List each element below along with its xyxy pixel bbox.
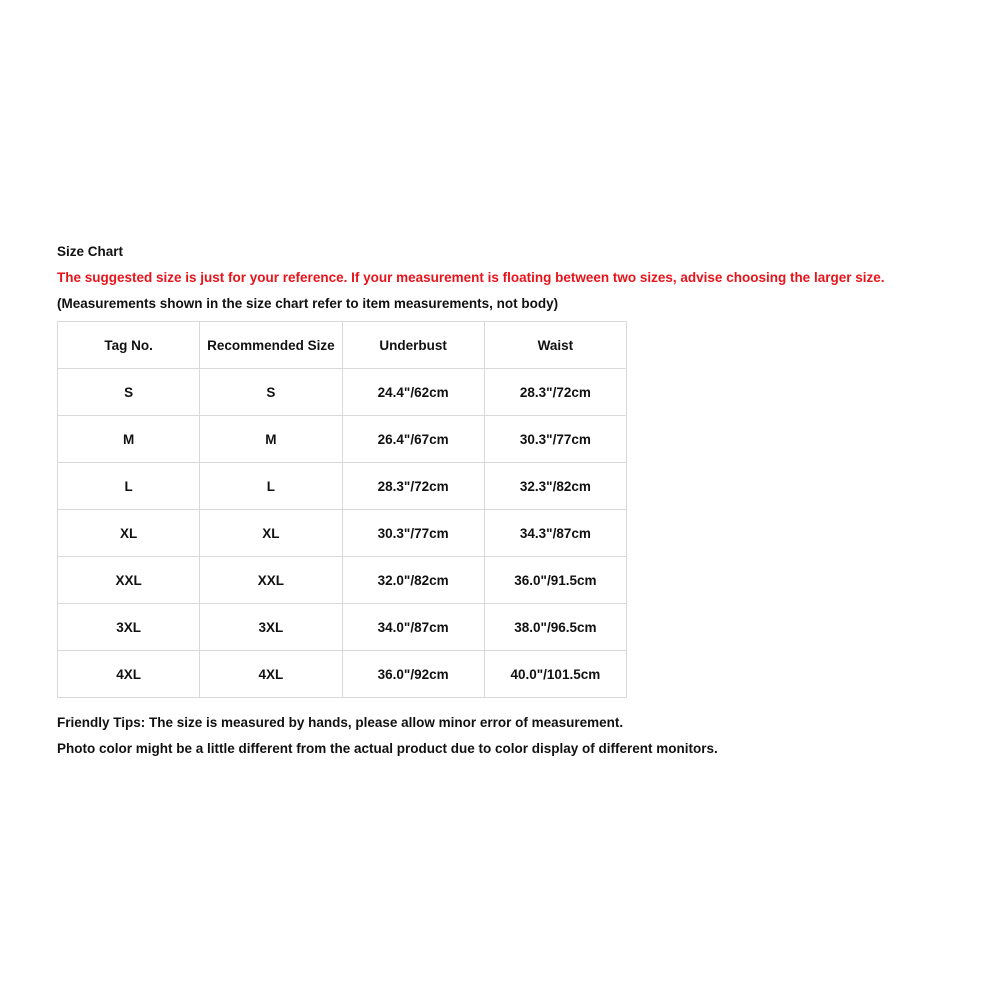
cell-underbust: 30.3"/77cm	[342, 510, 484, 557]
tip-measurement: Friendly Tips: The size is measured by hands, please allow minor error of measurement.	[57, 715, 624, 730]
table-row	[58, 651, 627, 698]
measurement-note: (Measurements shown in the size chart refer to item measurements, not body)	[57, 296, 559, 311]
cell-recommended-size: 3XL	[200, 604, 342, 651]
cell-waist: 36.0"/91.5cm	[484, 557, 626, 604]
cell-recommended-size: S	[200, 369, 342, 416]
cell-underbust: 28.3"/72cm	[342, 463, 484, 510]
table-row	[58, 557, 627, 604]
cell-tag-no: XL	[58, 510, 200, 557]
size-suggestion-notice: The suggested size is just for your reference. If your measurement is floating between two sizes, advise choosing the larger size.	[57, 270, 885, 285]
cell-tag-no: S	[58, 369, 200, 416]
table-row	[58, 510, 627, 557]
header-recommended-size: Recommended Size	[200, 322, 342, 369]
cell-tag-no: L	[58, 463, 200, 510]
cell-underbust: 34.0"/87cm	[342, 604, 484, 651]
size-chart-title: Size Chart	[57, 244, 124, 259]
cell-underbust: 32.0"/82cm	[342, 557, 484, 604]
cell-recommended-size: XXL	[200, 557, 342, 604]
cell-tag-no: XXL	[58, 557, 200, 604]
cell-waist: 30.3"/77cm	[484, 416, 626, 463]
cell-underbust: 24.4"/62cm	[342, 369, 484, 416]
size-chart-document	[57, 243, 957, 766]
cell-waist: 34.3"/87cm	[484, 510, 626, 557]
header-underbust: Underbust	[342, 322, 484, 369]
table-row	[58, 369, 627, 416]
size-table	[57, 321, 627, 698]
cell-tag-no: 3XL	[58, 604, 200, 651]
cell-tag-no: M	[58, 416, 200, 463]
table-row	[58, 604, 627, 651]
cell-waist: 38.0"/96.5cm	[484, 604, 626, 651]
cell-tag-no: 4XL	[58, 651, 200, 698]
cell-underbust: 26.4"/67cm	[342, 416, 484, 463]
header-tag-no: Tag No.	[58, 322, 200, 369]
cell-recommended-size: 4XL	[200, 651, 342, 698]
cell-recommended-size: L	[200, 463, 342, 510]
cell-recommended-size: XL	[200, 510, 342, 557]
tip-photo-color: Photo color might be a little different from the actual product due to color display of different monitors.	[57, 741, 718, 756]
cell-underbust: 36.0"/92cm	[342, 651, 484, 698]
table-row	[58, 416, 627, 463]
cell-waist: 40.0"/101.5cm	[484, 651, 626, 698]
cell-recommended-size: M	[200, 416, 342, 463]
table-row	[58, 463, 627, 510]
table-header-row	[58, 322, 627, 369]
header-waist: Waist	[484, 322, 626, 369]
cell-waist: 32.3"/82cm	[484, 463, 626, 510]
cell-waist: 28.3"/72cm	[484, 369, 626, 416]
friendly-tips	[57, 714, 957, 758]
